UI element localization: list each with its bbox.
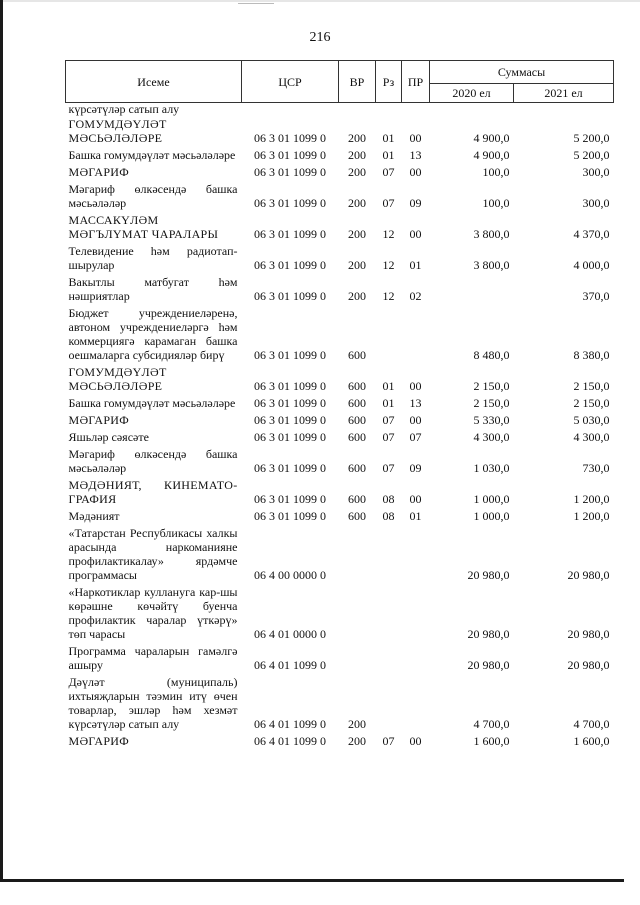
cell-y2021: 4 370,0 (573, 227, 610, 241)
table-row (66, 212, 614, 243)
cell-vr: 200 (348, 734, 366, 748)
cell-pr: 07 (409, 430, 422, 444)
cell-rz: 07 (382, 196, 395, 210)
cell-vr: 200 (348, 258, 366, 272)
table-row (66, 147, 614, 164)
cell-y2021: 1 600,0 (573, 734, 610, 748)
cell-y2020: 20 980,0 (467, 627, 510, 641)
cell-name: ГОМУМДӘҮЛӘТ МӘСЬӘЛӘЛӘРЕ (68, 365, 167, 393)
cell-vr: 600 (348, 348, 366, 362)
cell-vr: 600 (348, 413, 366, 427)
cell-name: МӘГАРИФ (68, 734, 130, 748)
header-name: Исеме (66, 61, 242, 103)
cell-rz: 07 (382, 734, 395, 748)
cell-name: Башка гомумдәүләт мәсьәләләре (68, 396, 236, 410)
cell-vr: 600 (348, 492, 366, 506)
cell-name: «Наркотиклар куллануга кар-шы көрәшне көчәйтү буенча профилактик чаралар үткәрү» төп чарасы (68, 585, 238, 641)
cell-y2020 (430, 103, 514, 117)
cell-y2020: 20 980,0 (467, 568, 510, 582)
cell-y2020: 8 480,0 (473, 348, 510, 362)
cell-y2021: 5 030,0 (573, 413, 610, 427)
cell-rz: 12 (382, 289, 395, 303)
cell-y2021: 2 150,0 (573, 379, 610, 393)
cell-rz (376, 584, 402, 643)
cell-y2021: 370,0 (582, 289, 610, 303)
cell-rz: 01 (382, 396, 395, 410)
cell-vr: 200 (348, 717, 366, 731)
cell-pr: 00 (409, 165, 422, 179)
cell-csr (242, 103, 339, 117)
cell-rz (376, 305, 402, 364)
cell-vr: 600 (348, 379, 366, 393)
cell-rz: 07 (382, 413, 395, 427)
cell-pr (402, 643, 430, 674)
cell-y2020: 100,0 (482, 165, 510, 179)
cell-name: Мәдәният (68, 509, 120, 523)
cell-y2021: 2 150,0 (573, 396, 610, 410)
cell-csr: 06 4 01 0000 0 (254, 627, 326, 641)
cell-rz: 07 (382, 430, 395, 444)
table-row (66, 116, 614, 147)
cell-csr: 06 3 01 1099 0 (254, 289, 326, 303)
cell-rz (376, 525, 402, 584)
cell-vr (339, 643, 376, 674)
cell-y2020: 20 980,0 (467, 658, 510, 672)
cell-csr: 06 3 01 1099 0 (254, 461, 326, 475)
table-row (66, 477, 614, 508)
cell-vr: 600 (348, 461, 366, 475)
cell-y2021: 1 200,0 (573, 509, 610, 523)
cell-pr (402, 103, 430, 117)
cell-rz (376, 674, 402, 733)
table-row (66, 446, 614, 477)
cell-name: Мәгариф өлкәсендә башка мәсьәләләр (68, 447, 238, 475)
cell-vr (339, 103, 376, 117)
cell-name: Телевидение һәм радиотап-шырулар (68, 244, 238, 272)
cell-csr: 06 3 01 1099 0 (254, 396, 326, 410)
cell-pr (402, 525, 430, 584)
table-row (66, 181, 614, 212)
cell-y2021: 20 980,0 (567, 658, 610, 672)
cell-vr: 200 (348, 148, 366, 162)
table-row (66, 305, 614, 364)
cell-vr: 200 (348, 165, 366, 179)
cell-vr (339, 584, 376, 643)
table-row (66, 508, 614, 525)
table-row (66, 584, 614, 643)
cell-vr: 600 (348, 430, 366, 444)
cell-y2021: 8 380,0 (573, 348, 610, 362)
cell-vr: 200 (348, 227, 366, 241)
cell-rz: 07 (382, 461, 395, 475)
cell-rz (376, 103, 402, 117)
cell-pr: 01 (409, 258, 422, 272)
cell-rz: 08 (382, 492, 395, 506)
cell-pr: 01 (409, 509, 422, 523)
cell-y2020: 1 000,0 (473, 509, 510, 523)
table-row (66, 674, 614, 733)
table-row (66, 525, 614, 584)
cell-csr: 06 3 01 1099 0 (254, 196, 326, 210)
header-vr: ВР (339, 61, 376, 103)
cell-pr: 13 (409, 148, 422, 162)
scan-mark (238, 3, 274, 4)
cell-rz: 01 (382, 131, 395, 145)
cell-vr: 200 (348, 196, 366, 210)
page-number: 216 (309, 30, 331, 45)
table-row (66, 274, 614, 305)
cell-name: күрсәтүләр сатып алу (68, 102, 180, 116)
cell-csr: 06 3 01 1099 0 (254, 413, 326, 427)
cell-y2020: 3 800,0 (473, 227, 510, 241)
cell-y2020: 1 600,0 (473, 734, 510, 748)
scan-left-border (0, 0, 3, 880)
header-csr: ЦСР (242, 61, 339, 103)
cell-y2021 (514, 103, 614, 117)
cell-csr: 06 4 01 1099 0 (254, 717, 326, 731)
cell-rz: 12 (382, 227, 395, 241)
cell-name: МӘГАРИФ (68, 165, 130, 179)
cell-y2020: 4 300,0 (473, 430, 510, 444)
cell-pr: 00 (409, 413, 422, 427)
cell-csr: 06 4 00 0000 0 (254, 568, 326, 582)
cell-pr: 00 (409, 734, 422, 748)
cell-csr: 06 3 01 1099 0 (254, 165, 326, 179)
cell-pr (402, 305, 430, 364)
cell-name: МӘДӘНИЯТ, КИНЕМАТО-ГРАФИЯ (68, 478, 238, 506)
cell-rz: 08 (382, 509, 395, 523)
table-header (66, 61, 614, 103)
cell-y2020: 2 150,0 (473, 379, 510, 393)
cell-name: Дәүләт (муниципаль) ихтыяҗларын тәэмин итү өчен товарлар, эшләр һәм хезмәт күрсәтүләр сатып алу (68, 675, 238, 731)
cell-csr: 06 4 01 1099 0 (254, 734, 326, 748)
cell-csr: 06 4 01 1099 0 (254, 658, 326, 672)
table-row (66, 429, 614, 446)
cell-name: МАССАКҮЛӘМ МӘГЪЛҮМАТ ЧАРАЛАРЫ (68, 213, 219, 241)
cell-y2021: 4 000,0 (573, 258, 610, 272)
cell-y2020: 1 000,0 (473, 492, 510, 506)
cell-pr (402, 584, 430, 643)
cell-name: МӘГАРИФ (68, 413, 130, 427)
cell-y2020 (430, 274, 514, 305)
cell-rz: 07 (382, 165, 395, 179)
table-row (66, 643, 614, 674)
table-row (66, 164, 614, 181)
cell-pr: 00 (409, 379, 422, 393)
cell-rz (376, 643, 402, 674)
cell-name: Мәгариф өлкәсендә башка мәсьәләләр (68, 182, 238, 210)
cell-name: «Татарстан Республикасы халкы арасында наркоманияне профилактикалау» ярдәмче программасы (68, 526, 238, 582)
cell-y2021: 1 200,0 (573, 492, 610, 506)
cell-y2020: 5 330,0 (473, 413, 510, 427)
cell-y2020: 4 900,0 (473, 148, 510, 162)
table-row (66, 733, 614, 750)
cell-csr: 06 3 01 1099 0 (254, 379, 326, 393)
cell-y2020: 2 150,0 (473, 396, 510, 410)
cell-csr: 06 3 01 1099 0 (254, 492, 326, 506)
cell-vr: 200 (348, 289, 366, 303)
cell-y2020: 100,0 (482, 196, 510, 210)
cell-csr: 06 3 01 1099 0 (254, 509, 326, 523)
cell-pr: 02 (409, 289, 422, 303)
cell-pr: 00 (409, 492, 422, 506)
cell-y2021: 300,0 (582, 196, 610, 210)
cell-y2021: 300,0 (582, 165, 610, 179)
cell-name: Бюджет учреждениеләренә, автоном учреждениеләргә һәм коммерциягә карамаган башка оешмаларга субсидияләр бирү (68, 306, 238, 362)
header-year-2020: 2020 ел (430, 84, 514, 103)
cell-vr: 600 (348, 396, 366, 410)
cell-y2021: 730,0 (582, 461, 610, 475)
cell-y2021: 5 200,0 (573, 131, 610, 145)
header-rz: Рз (376, 61, 402, 103)
budget-table (65, 60, 614, 750)
cell-name: Вакытлы матбугат һәм нәшриятлар (68, 275, 238, 303)
scan-bottom-border (0, 879, 624, 882)
cell-vr (339, 525, 376, 584)
cell-y2020: 1 030,0 (473, 461, 510, 475)
table-body (66, 103, 614, 751)
cell-y2021: 5 200,0 (573, 148, 610, 162)
scan-top-edge (0, 0, 640, 2)
header-pr: ПР (402, 61, 430, 103)
cell-pr: 13 (409, 396, 422, 410)
cell-y2021: 20 980,0 (567, 627, 610, 641)
cell-csr: 06 3 01 1099 0 (254, 258, 326, 272)
cell-y2020: 4 900,0 (473, 131, 510, 145)
table-row (66, 243, 614, 274)
cell-name: ГОМУМДӘҮЛӘТ МӘСЬӘЛӘЛӘРЕ (68, 117, 167, 145)
header-sums: Суммасы (430, 61, 614, 84)
cell-rz: 01 (382, 148, 395, 162)
cell-pr: 00 (409, 131, 422, 145)
cell-vr: 200 (348, 131, 366, 145)
cell-vr: 600 (348, 509, 366, 523)
table-row (66, 412, 614, 429)
table-row (66, 103, 614, 117)
cell-pr: 09 (409, 196, 422, 210)
cell-name: Яшьләр сәясәте (68, 430, 149, 444)
cell-csr: 06 3 01 1099 0 (254, 227, 326, 241)
cell-rz: 01 (382, 379, 395, 393)
header-year-2021: 2021 ел (514, 84, 614, 103)
cell-csr: 06 3 01 1099 0 (254, 131, 326, 145)
cell-rz: 12 (382, 258, 395, 272)
cell-pr: 00 (409, 227, 422, 241)
cell-csr: 06 3 01 1099 0 (254, 148, 326, 162)
cell-y2021: 4 300,0 (573, 430, 610, 444)
cell-y2020: 3 800,0 (473, 258, 510, 272)
table-row (66, 364, 614, 395)
cell-y2021: 4 700,0 (573, 717, 610, 731)
cell-name: Программа чараларын гамәлгә ашыру (68, 644, 238, 672)
cell-csr: 06 3 01 1099 0 (254, 430, 326, 444)
cell-pr (402, 674, 430, 733)
cell-pr: 09 (409, 461, 422, 475)
cell-y2020: 4 700,0 (473, 717, 510, 731)
cell-y2021: 20 980,0 (567, 568, 610, 582)
table-row (66, 395, 614, 412)
cell-name: Башка гомумдәүләт мәсьәләләре (68, 148, 236, 162)
cell-csr: 06 3 01 1099 0 (254, 348, 326, 362)
